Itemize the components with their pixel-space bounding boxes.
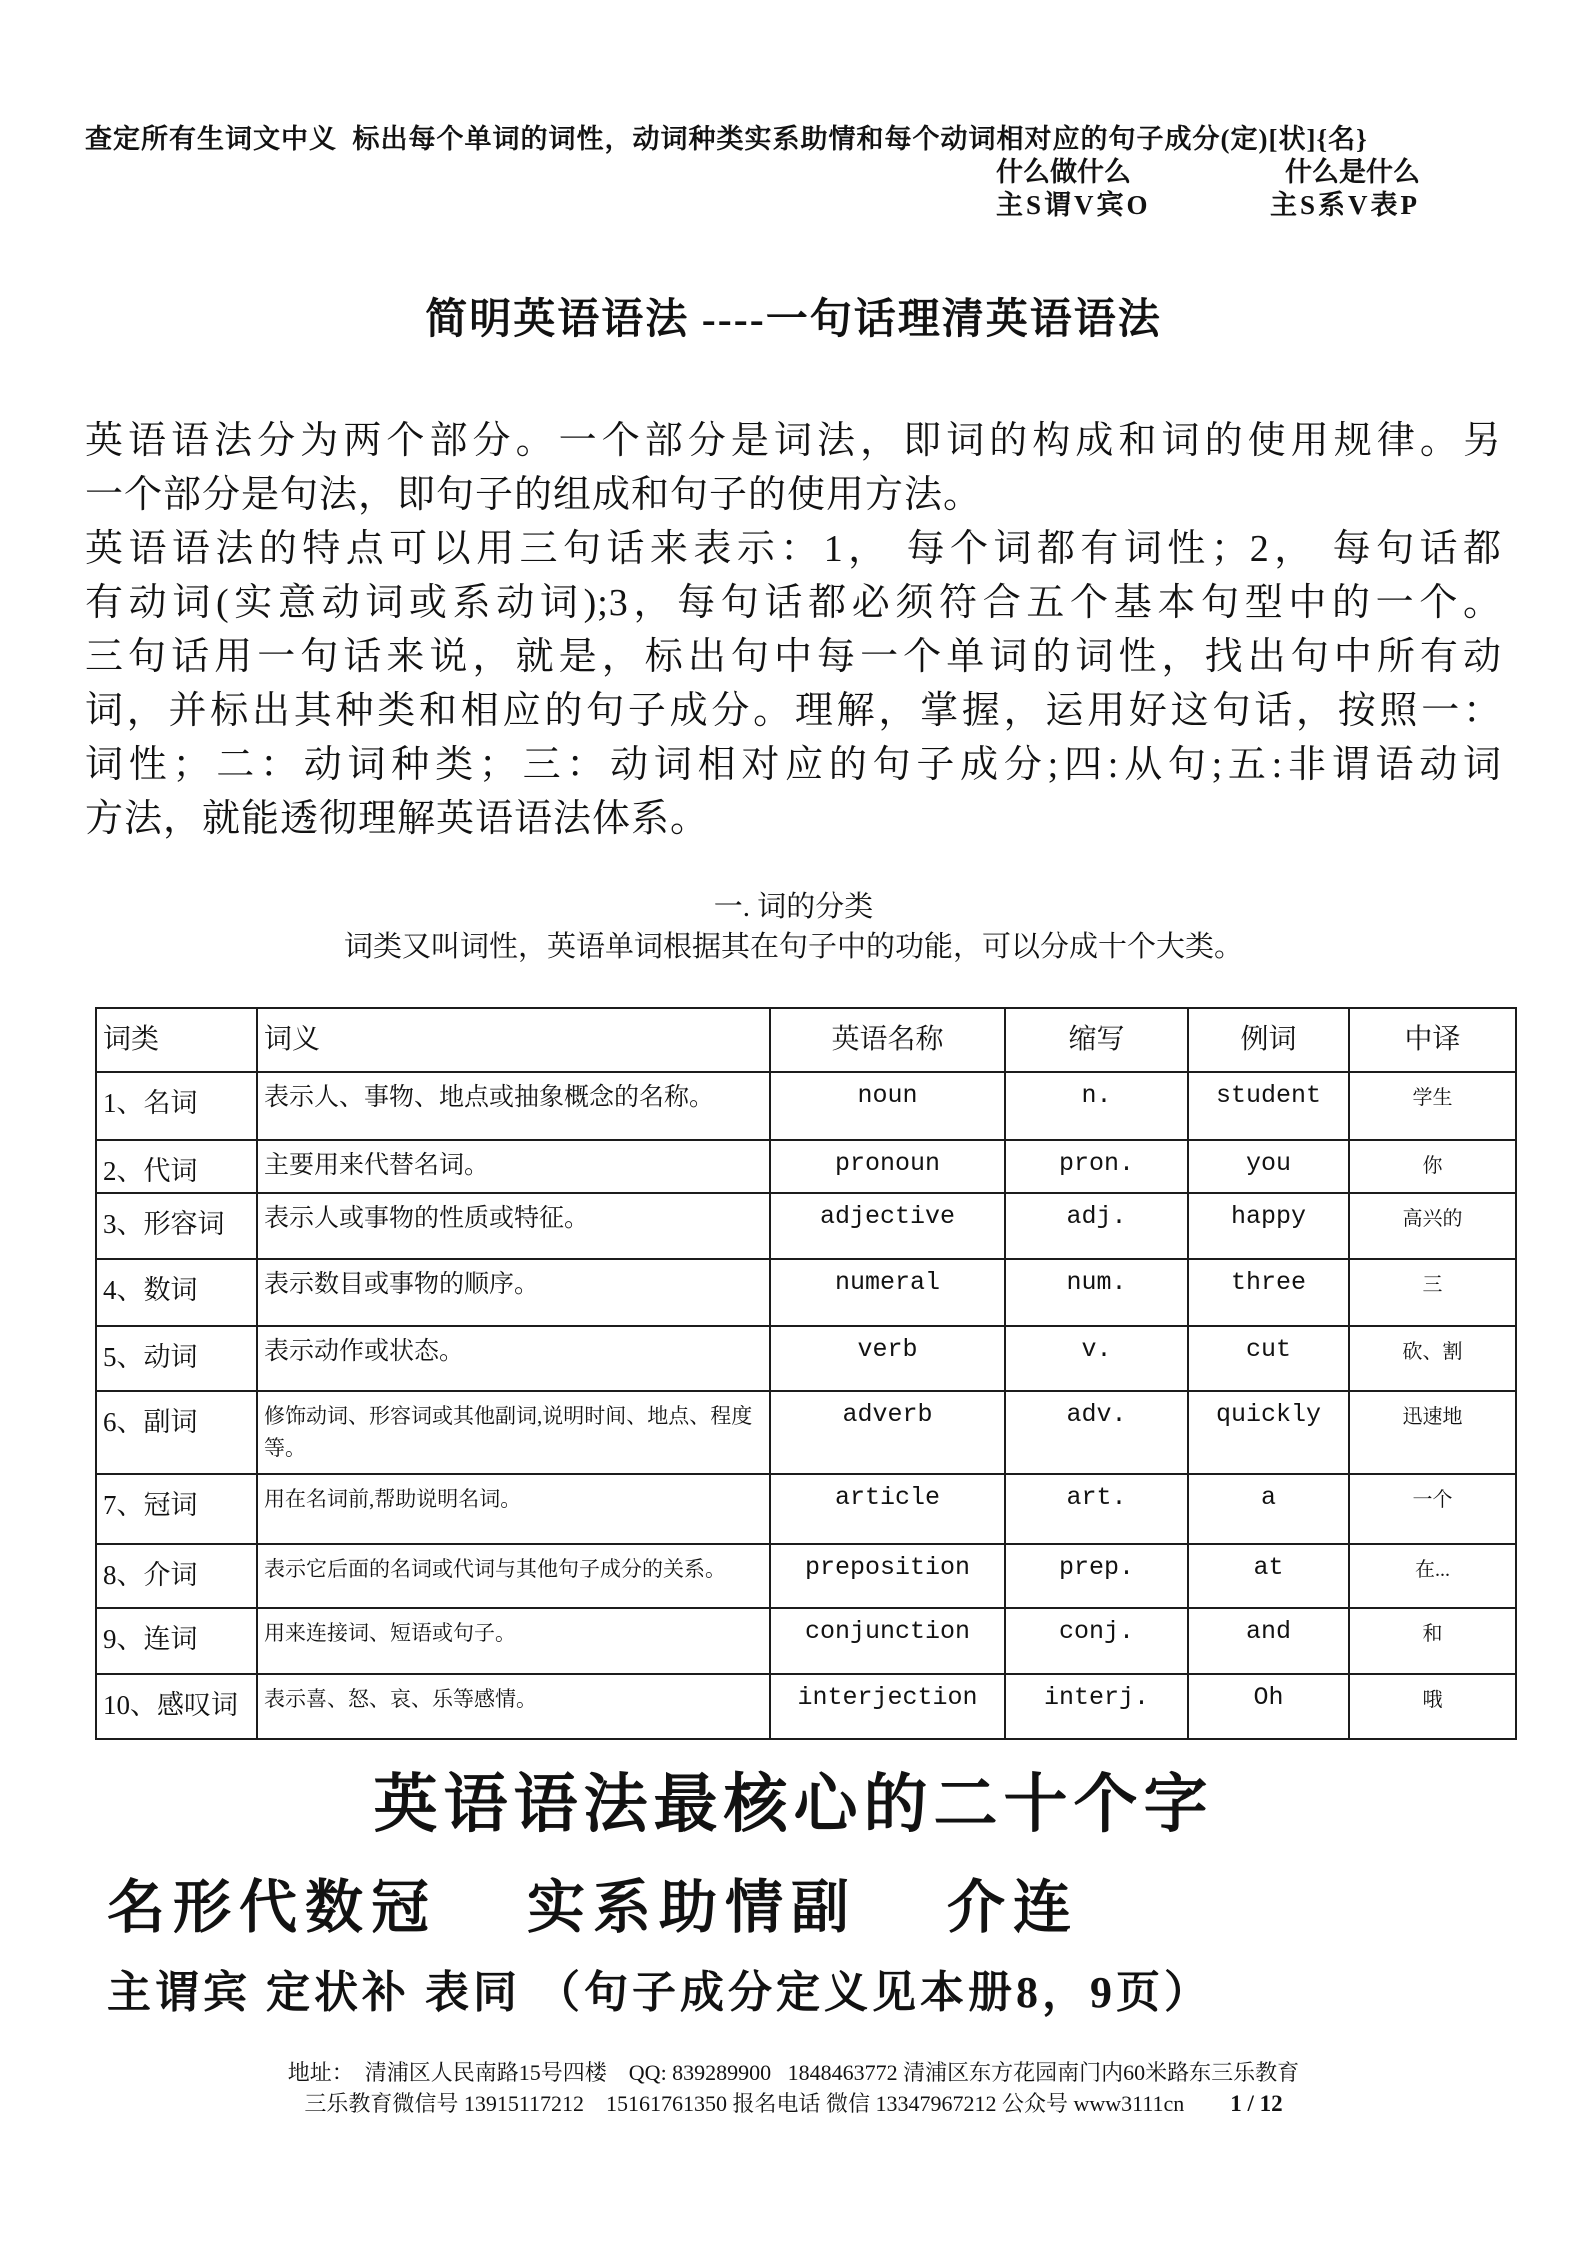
section-subheading: 词类又叫词性，英语单词根据其在句子中的功能，可以分成十个大类。 (343, 931, 1243, 963)
pattern-is-what: 什么是什么 (1285, 157, 1420, 187)
cell-abbreviation: num. (1005, 1259, 1188, 1326)
cell-english-name: conjunction (770, 1608, 1005, 1674)
paragraph-line: 方法，就能透彻理解英语语法体系。 (85, 798, 710, 840)
cell-example: cut (1188, 1326, 1349, 1391)
footer-address-line: 地址： 清浦区人民南路15号四楼 QQ: 839289900 1848463772 清浦区东方花园南门内60米路东三乐教育 (287, 2060, 1300, 2085)
annotation-line-1: 查定所有生词文中义 标出每个单词的词性，动词种类实系助情和每个动词相对应的句子成分(定)[状]{名} (85, 124, 1368, 154)
cell-english-name: noun (770, 1072, 1005, 1140)
core-word-classes-line: 名形代数冠 实系助情副 介连 (107, 1875, 1080, 1940)
table-row (96, 1391, 1516, 1474)
cell-meaning: 表示喜、怒、哀、乐等感情。 (257, 1674, 770, 1739)
cell-english-name: preposition (770, 1544, 1005, 1608)
table-row (96, 1608, 1516, 1674)
table-row (96, 1326, 1516, 1391)
pattern-do-what: 什么做什么 (996, 157, 1131, 187)
cell-example: Oh (1188, 1674, 1349, 1739)
parts-of-speech-table (95, 1007, 1517, 1740)
column-header-meaning: 词义 (257, 1008, 770, 1072)
core-sentence-elements-line: 主谓宾 定状补 表同 （句子成分定义见本册8，9页） (107, 1968, 1212, 2017)
cell-translation: 哦 (1349, 1674, 1516, 1739)
cell-meaning: 修饰动词、形容词或其他副词,说明时间、地点、程度等。 (257, 1391, 770, 1474)
cell-category: 7、冠词 (96, 1474, 257, 1544)
cell-example: at (1188, 1544, 1349, 1608)
table-row (96, 1544, 1516, 1608)
cell-category: 3、形容词 (96, 1193, 257, 1259)
cell-category: 6、副词 (96, 1391, 257, 1474)
page-number: 1 / 12 (1230, 2091, 1283, 2116)
cell-category: 5、动词 (96, 1326, 257, 1391)
cell-meaning: 表示人、事物、地点或抽象概念的名称。 (257, 1072, 770, 1140)
cell-meaning: 表示人或事物的性质或特征。 (257, 1193, 770, 1259)
paragraph-line: 英语语法的特点可以用三句话来表示：1， 每个词都有词性；2， 每句话都 (85, 528, 1502, 570)
annotation-patterns (996, 156, 1420, 222)
table-row (96, 1193, 1516, 1259)
cell-english-name: adverb (770, 1391, 1005, 1474)
cell-meaning: 主要用来代替名词。 (257, 1140, 770, 1193)
cell-example: student (1188, 1072, 1349, 1140)
table-row (96, 1674, 1516, 1739)
cell-category: 2、代词 (96, 1140, 257, 1193)
cell-category: 8、介词 (96, 1544, 257, 1608)
column-header-abbreviation: 缩写 (1005, 1008, 1188, 1072)
cell-meaning: 用来连接词、短语或句子。 (257, 1608, 770, 1674)
handwritten-annotation-block (85, 0, 1502, 222)
table-row (96, 1474, 1516, 1544)
cell-example: a (1188, 1474, 1349, 1544)
cell-translation: 砍、割 (1349, 1326, 1516, 1391)
page-title: 简明英语语法 ----一句话理清英语语法 (425, 297, 1162, 343)
cell-abbreviation: n. (1005, 1072, 1188, 1140)
cell-category: 10、感叹词 (96, 1674, 257, 1739)
paragraph-line: 词性；二：动词种类；三：动词相对应的句子成分;四:从句;五:非谓语动词 (85, 744, 1502, 786)
annotation-line-2 (996, 156, 1420, 189)
intro-paragraphs (85, 414, 1502, 846)
table-header-row (96, 1008, 1516, 1072)
cell-translation: 你 (1349, 1140, 1516, 1193)
footer-contact-line (85, 2091, 1502, 2117)
cell-meaning: 表示它后面的名词或代词与其他句子成分的关系。 (257, 1544, 770, 1608)
column-header-english-name: 英语名称 (770, 1008, 1005, 1072)
table-row (96, 1140, 1516, 1193)
paragraph-line: 有动词(实意动词或系动词);3，每句话都必须符合五个基本句型中的一个。 (85, 582, 1502, 624)
cell-translation: 迅速地 (1349, 1391, 1516, 1474)
cell-translation: 在... (1349, 1544, 1516, 1608)
cell-english-name: verb (770, 1326, 1005, 1391)
cell-abbreviation: prep. (1005, 1544, 1188, 1608)
cell-category: 9、连词 (96, 1608, 257, 1674)
paragraph-line: 三句话用一句话来说，就是，标出句中每一个单词的词性，找出句中所有动 (85, 636, 1502, 678)
column-header-translation: 中译 (1349, 1008, 1516, 1072)
cell-meaning: 表示动作或状态。 (257, 1326, 770, 1391)
core-twenty-characters-title: 英语语法最核心的二十个字 (373, 1769, 1214, 1840)
cell-abbreviation: pron. (1005, 1140, 1188, 1193)
column-header-example: 例词 (1188, 1008, 1349, 1072)
cell-english-name: pronoun (770, 1140, 1005, 1193)
cell-translation: 一个 (1349, 1474, 1516, 1544)
footer-contact-text: 三乐教育微信号 13915117212 15161761350 报名电话 微信 13347967212 公众号 www3111cn (304, 2091, 1185, 2116)
cell-english-name: adjective (770, 1193, 1005, 1259)
cell-abbreviation: art. (1005, 1474, 1188, 1544)
cell-abbreviation: adj. (1005, 1193, 1188, 1259)
cell-example: quickly (1188, 1391, 1349, 1474)
cell-abbreviation: interj. (1005, 1674, 1188, 1739)
column-header-category: 词类 (96, 1008, 257, 1072)
pattern-svo: 主S谓V宾O (996, 190, 1151, 220)
cell-translation: 学生 (1349, 1072, 1516, 1140)
cell-english-name: numeral (770, 1259, 1005, 1326)
cell-example: and (1188, 1608, 1349, 1674)
paragraph-line: 一个部分是句法，即句子的组成和句子的使用方法。 (85, 474, 983, 516)
cell-translation: 高兴的 (1349, 1193, 1516, 1259)
cell-translation: 和 (1349, 1608, 1516, 1674)
table-row (96, 1072, 1516, 1140)
cell-english-name: article (770, 1474, 1005, 1544)
cell-category: 1、名词 (96, 1072, 257, 1140)
cell-example: happy (1188, 1193, 1349, 1259)
cell-example: you (1188, 1140, 1349, 1193)
table-row (96, 1259, 1516, 1326)
cell-abbreviation: v. (1005, 1326, 1188, 1391)
page-footer (85, 2060, 1502, 2117)
section-heading-word-classification: 一. 词的分类 (713, 891, 874, 923)
cell-translation: 三 (1349, 1259, 1516, 1326)
cell-category: 4、数词 (96, 1259, 257, 1326)
annotation-line-3 (996, 189, 1420, 222)
pattern-svp: 主S系V表P (1269, 190, 1420, 220)
cell-abbreviation: adv. (1005, 1391, 1188, 1474)
paragraph-line: 词，并标出其种类和相应的句子成分。理解，掌握，运用好这句话，按照一： (85, 690, 1502, 732)
cell-english-name: interjection (770, 1674, 1005, 1739)
cell-meaning: 表示数目或事物的顺序。 (257, 1259, 770, 1326)
cell-example: three (1188, 1259, 1349, 1326)
paragraph-line: 英语语法分为两个部分。一个部分是词法，即词的构成和词的使用规律。另 (85, 420, 1502, 462)
cell-meaning: 用在名词前,帮助说明名词。 (257, 1474, 770, 1544)
cell-abbreviation: conj. (1005, 1608, 1188, 1674)
